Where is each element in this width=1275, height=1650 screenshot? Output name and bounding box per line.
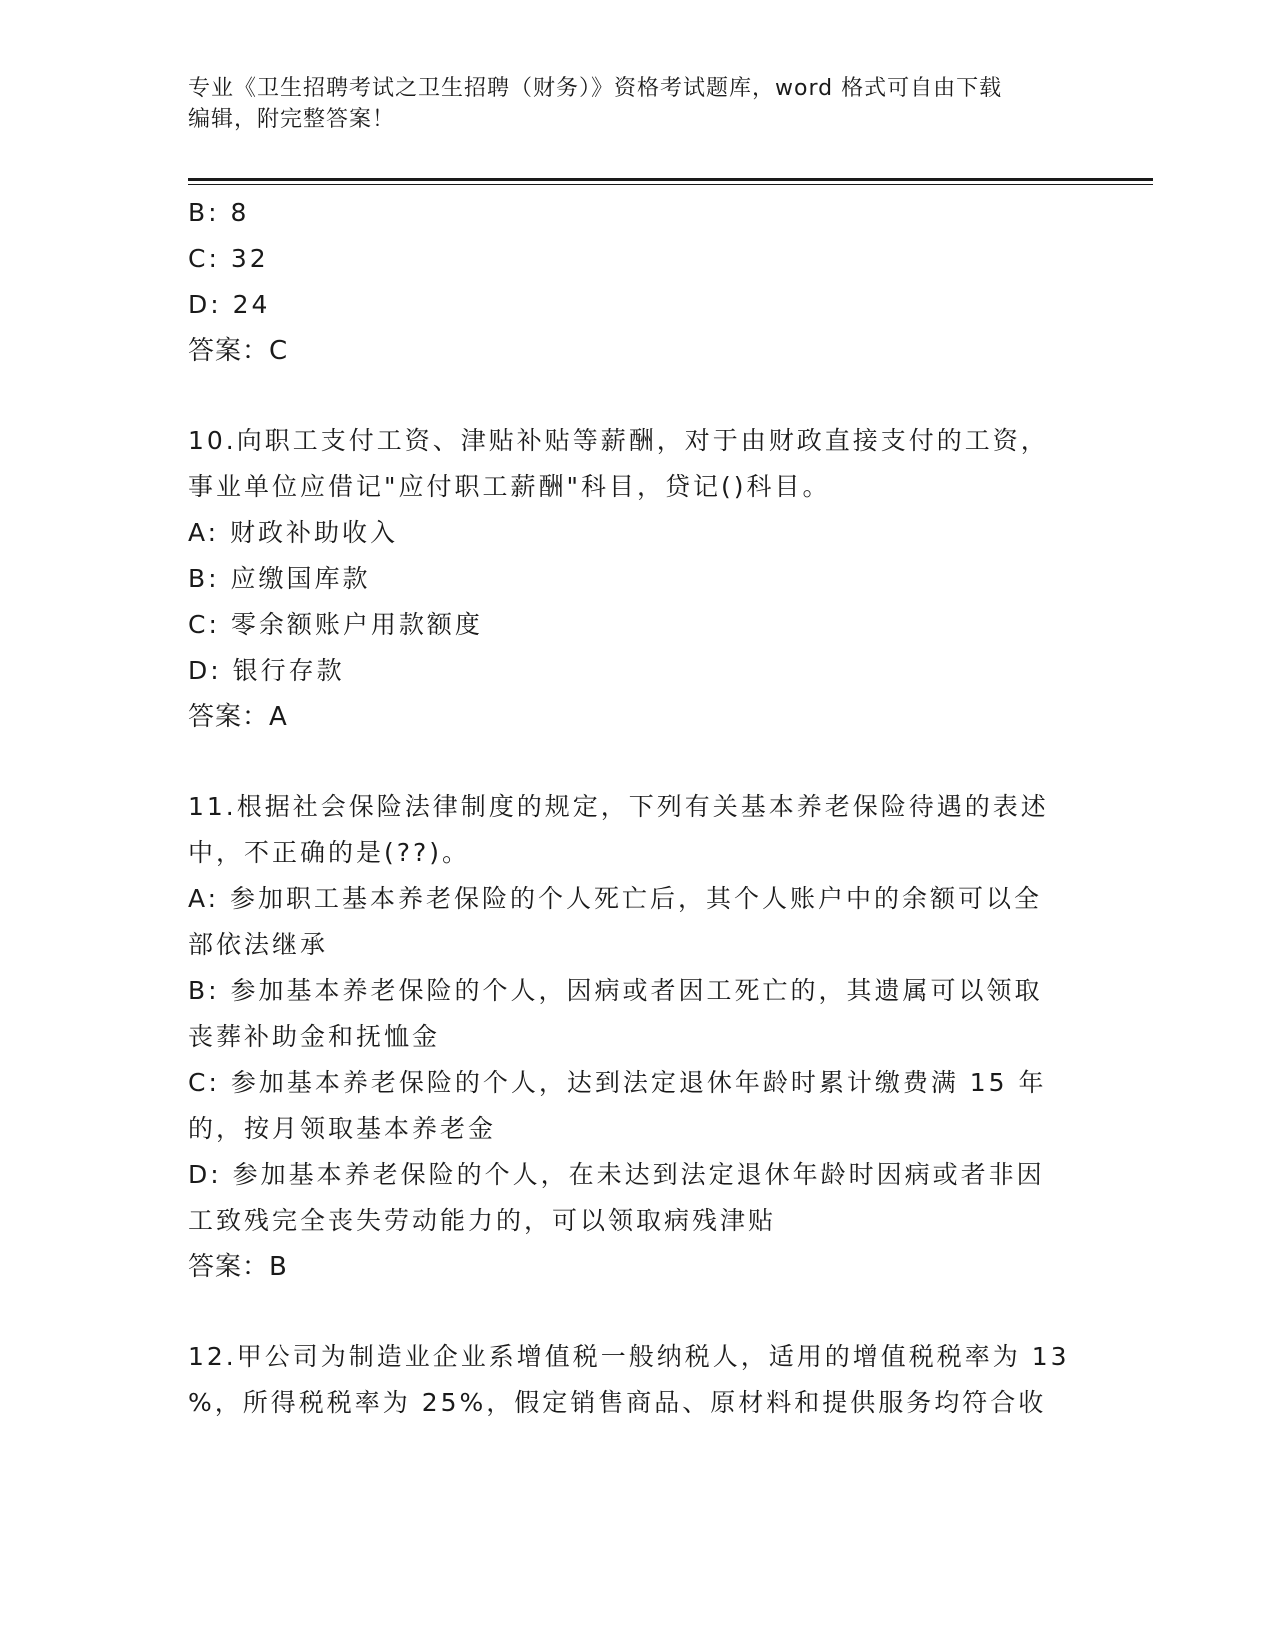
spacer	[188, 1290, 1078, 1334]
question-9-tail	[188, 190, 1078, 374]
q11-option-a-line-2: 部依法继承	[188, 930, 329, 959]
page-header	[188, 73, 1088, 135]
q9-answer: 答案：C	[188, 336, 289, 366]
q11-option-c-line-1: C: 参加基本养老保险的个人，达到法定退休年龄时累计缴费满 15 年	[188, 1068, 1047, 1097]
spacer	[188, 374, 1078, 418]
q10-stem-line-2: 事业单位应借记"应付职工薪酬"科目，贷记()科目。	[188, 472, 831, 501]
q11-option-b-line-1: B: 参加基本养老保险的个人，因病或者因工死亡的，其遗属可以领取	[188, 976, 1043, 1005]
q10-option-c: C: 零余额账户用款额度	[188, 610, 483, 639]
q12-stem-line-1: 12.甲公司为制造业企业系增值税一般纳税人，适用的增值税税率为 13	[188, 1342, 1070, 1371]
q9-option-b: B: 8	[188, 198, 250, 227]
q10-option-b: B: 应缴国库款	[188, 564, 371, 593]
header-divider-thick	[188, 178, 1153, 181]
q11-option-a-line-1: A: 参加职工基本养老保险的个人死亡后，其个人账户中的余额可以全	[188, 884, 1043, 913]
question-10	[188, 418, 1078, 740]
q11-answer: 答案：B	[188, 1252, 288, 1282]
q11-option-d-line-2: 工致残完全丧失劳动能力的，可以领取病残津贴	[188, 1206, 777, 1235]
q11-stem-line-1: 11.根据社会保险法律制度的规定，下列有关基本养老保险待遇的表述	[188, 792, 1049, 821]
q10-stem-line-1: 10.向职工支付工资、津贴补贴等薪酬，对于由财政直接支付的工资，	[188, 426, 1049, 455]
q9-option-d: D: 24	[188, 290, 271, 319]
q11-option-d-line-1: D: 参加基本养老保险的个人，在未达到法定退休年龄时因病或者非因	[188, 1160, 1045, 1189]
question-11	[188, 784, 1078, 1290]
header-divider-thin	[188, 184, 1153, 185]
q12-stem-line-2: %，所得税税率为 25%，假定销售商品、原材料和提供服务均符合收	[188, 1388, 1047, 1417]
q11-option-b-line-2: 丧葬补助金和抚恤金	[188, 1022, 441, 1051]
q11-stem-line-2: 中，不正确的是(??)。	[188, 838, 471, 867]
header-line-1: 专业《卫生招聘考试之卫生招聘（财务）》资格考试题库，word 格式可自由下载	[188, 76, 1003, 101]
question-content	[188, 190, 1078, 1426]
q10-answer: 答案：A	[188, 702, 288, 732]
q11-option-c-line-2: 的，按月领取基本养老金	[188, 1114, 497, 1143]
header-line-2: 编辑，附完整答案！	[188, 107, 396, 132]
q9-option-c: C: 32	[188, 244, 269, 273]
q10-option-a: A: 财政补助收入	[188, 518, 399, 547]
q10-option-d: D: 银行存款	[188, 656, 345, 685]
spacer	[188, 740, 1078, 784]
question-12	[188, 1334, 1078, 1426]
